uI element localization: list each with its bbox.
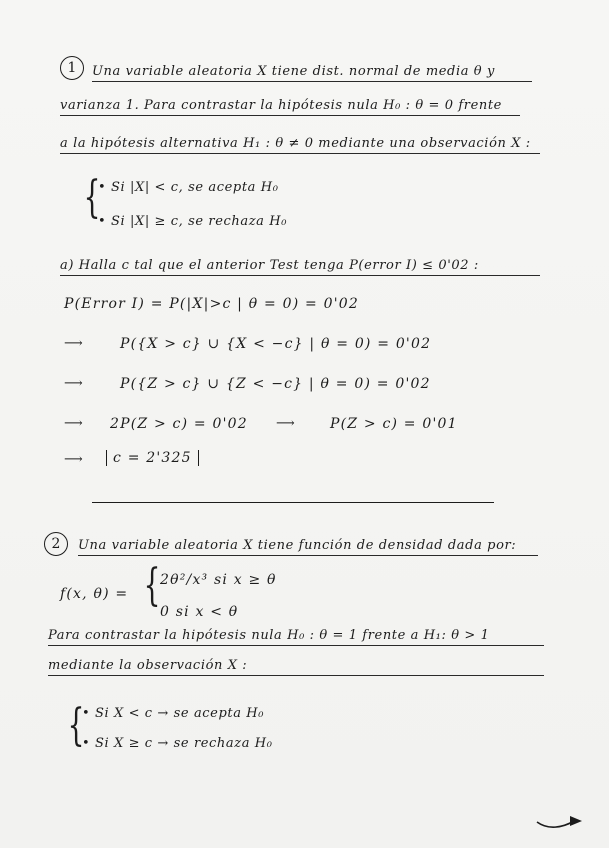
p1-question-a: a) Halla c tal que el anterior Test tenga P(error I) ≤ 0'02 : [60,258,540,276]
p1-step-1: P(Error I) = P(|X|>c | θ = 0) = 0'02 [64,296,359,312]
problem-1-number: 1 [60,56,84,80]
p1-line-2: varianza 1. Para contrastar la hipótesis nula H₀ : θ = 0 frente [60,98,520,116]
p2-line-3: mediante la observación X : [48,658,544,676]
p1-line-1: Una variable aleatoria X tiene dist. normal de media θ y [92,64,532,82]
section-divider [92,502,494,503]
p1-result: c = 2'325 [106,450,199,466]
p1-rule-accept: • Si |X| < c, se acepta H₀ [98,180,279,195]
p1-step-4a: 2P(Z > c) = 0'02 [110,416,248,432]
problem-2-number: 2 [44,532,68,556]
next-page-arrow-icon [534,808,588,834]
p2-f-case-2: 0 si x < θ [160,604,239,620]
arrow-icon: ⟶ [64,336,84,351]
p1-result-box [106,450,199,466]
p1-brace: { [83,172,101,223]
p2-line-2: Para contrastar la hipótesis nula H₀ : θ = 1 frente a H₁: θ > 1 [48,628,544,646]
arrow-icon: ⟶ [64,376,84,391]
p1-rule-reject: • Si |X| ≥ c, se rechaza H₀ [98,214,288,229]
p2-f-brace: { [143,560,161,611]
p1-step-3: P({Z > c} ∪ {Z < −c} | θ = 0) = 0'02 [120,376,431,392]
p1-line-3: a la hipótesis alternativa H₁ : θ ≠ 0 mediante una observación X : [60,136,540,154]
arrow-icon: ⟶ [64,416,84,431]
p1-step-4b: P(Z > c) = 0'01 [330,416,458,432]
p2-line-1: Una variable aleatoria X tiene función de densidad dada por: [78,538,538,556]
arrow-icon: ⟶ [276,416,296,431]
p2-f-lhs: f(x, θ) = [60,586,129,602]
p1-step-2: P({X > c} ∪ {X < −c} | θ = 0) = 0'02 [120,336,432,352]
p2-brace: { [67,700,85,751]
p2-rule-reject: • Si X ≥ c → se rechaza H₀ [82,736,273,751]
arrow-icon: ⟶ [64,452,84,467]
p2-f-case-1: 2θ²/x³ si x ≥ θ [160,572,277,588]
p2-rule-accept: • Si X < c → se acepta H₀ [82,706,265,721]
